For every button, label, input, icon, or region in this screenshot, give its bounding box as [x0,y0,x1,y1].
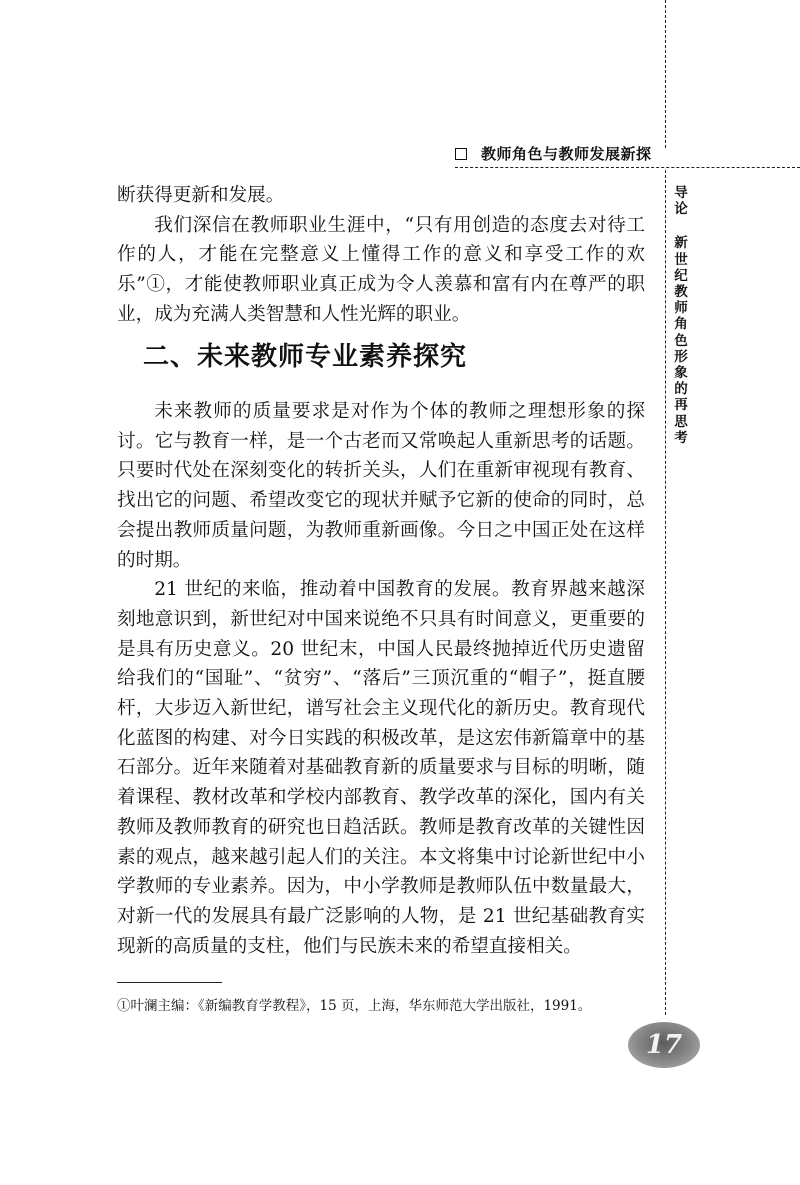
side-running-title [672,185,690,446]
body-text-section [117,397,645,961]
paragraph: 未来教师的质量要求是对作为个体的教师之理想形象的探讨。它与教育一样，是一个古老而又常唤起人重新思考的话题。只要时代处在深刻变化的转折关头，人们在重新审视现有教育、找出它的问题、希望改变它的现状并赋予它新的使命的同时，总会提出教师质量问题，为教师重新画像。今日之中国正处在这样的时期。 [117,401,645,571]
section-heading: 二、未来教师专业素养探究 [143,342,468,372]
footnote-rule [117,982,222,983]
header-title: 教师角色与教师发展新探 [481,145,652,163]
footnote: ①叶澜主编：《新编教育学教程》，15 页，上海，华东师范大学出版社，1991。 [117,998,592,1014]
side-title-part1: 导论 [674,185,688,218]
paragraph: 断获得更新和发展。 [117,185,285,206]
running-header [455,143,670,164]
paragraph: 21 世纪的来临，推动着中国教育的发展。教育界越来越深刻地意识到，新世纪对中国来说绝不只具有时间意义，更重要的是具有历史意义。20 世纪末，中国人民最终抛掉近代历史遗留给我们的“国耻”、“贫穷”、“落后”三顶沉重的“帽子”，挺直腰杆，大步迈入新世纪，谱写社会主义现代化的新历史。教育现代化蓝图的构建、对今日实践的积极改革，是这宏伟新篇章中的基石部分。近年来随着对基础教育新的质量要求与目标的明晰，随着课程、教材改革和学校内部教育、教学改革的深化，国内有关教师及教师教育的研究也日趋活跃。教师是教育改革的关键性因素的观点，越来越引起人们的关注。本文将集中讨论新世纪中小学教师的专业素养。因为，中小学教师是教师队伍中数量最大，对新一代的发展具有最广泛影响的人物，是 21 世纪基础教育实现新的高质量的支柱，他们与民族未来的希望直接相关。 [117,579,645,957]
side-title-part2: 新世纪教师角色形象的再思考 [674,235,688,446]
page-number-badge: 17 [628,1022,700,1068]
vertical-dashed-rule [665,170,666,1015]
header-dashed-rule [455,167,800,168]
body-text-top [117,181,645,330]
paragraph: 我们深信在教师职业生涯中，“只有用创造的态度去对待工作的人，才能在完整意义上懂得工作的意义和享受工作的欢乐”①，才能使教师职业真正成为令人羡慕和富有内在尊严的职业，成为充满人类智慧和人性光辉的职业。 [117,214,645,325]
square-bullet-icon [455,148,467,160]
vertical-dashed-rule-top [665,0,666,148]
